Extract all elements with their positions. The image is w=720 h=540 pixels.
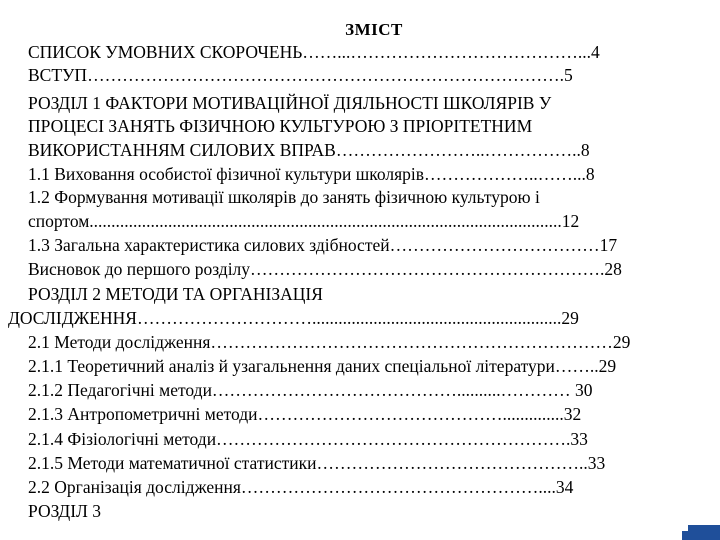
toc-entry: 1.3 Загальна характеристика силових здібностей………………………………17: [28, 235, 618, 255]
toc-entry: 2.1 Методи дослідження……………………………………………………………29: [28, 332, 631, 352]
toc-entry: 2.1.3 Антропометричні методи……………………………………..............32: [28, 404, 582, 424]
toc-entry: 2.1.2 Педагогічні методи……………………………………..........………… 30: [28, 380, 593, 400]
toc-entry: РОЗДІЛ 1 ФАКТОРИ МОТИВАЦІЙНОЇ ДІЯЛЬНОСТІ ШКОЛЯРІВ У: [28, 93, 552, 113]
toc-entry: СПИСОК УМОВНИХ СКОРОЧЕНЬ……...…………………………………...4: [28, 42, 600, 62]
toc-entry: 2.1.4 Фізіологічні методи…………………………………………………….33: [28, 429, 588, 449]
toc-entry: 2.1.5 Методи математичної статистики………………………………………..33: [28, 453, 606, 473]
toc-entry: ПРОЦЕСІ ЗАНЯТЬ ФІЗИЧНОЮ КУЛЬТУРОЮ З ПРІОРІТЕТНИМ: [28, 116, 533, 136]
toc-entry: 2.2 Організація дослідження……………………………………………....34: [28, 477, 574, 497]
toc-entry: РОЗДІЛ 2 МЕТОДИ ТА ОРГАНІЗАЦІЯ: [28, 284, 323, 304]
toc-entry: РОЗДІЛ 3: [28, 501, 102, 521]
toc-entry: 2.1.1 Теоретичний аналіз й узагальнення даних спеціальної літератури……..29: [28, 356, 617, 376]
toc-entry: ДОСЛІДЖЕННЯ………………………….........................................................29: [8, 308, 579, 328]
toc-entry: Висновок до першого розділу…………………………………………………….28: [28, 259, 622, 279]
toc-entry: спортом............................................................................................................12: [28, 211, 580, 231]
page-title: ЗМІСТ: [345, 20, 403, 39]
toc-entry: 1.2 Формування мотивації школярів до занять фізичною культурою і: [28, 187, 540, 207]
toc-entry: ВСТУП……………………………………………………………………….5: [28, 65, 573, 85]
toc-entry: ВИКОРИСТАННЯМ СИЛОВИХ ВПРАВ……………………..……………..8: [28, 140, 590, 160]
corner-accent: [688, 525, 720, 540]
toc-entry: 1.1 Виховання особистої фізичної культури школярів………………..……...8: [28, 164, 595, 184]
